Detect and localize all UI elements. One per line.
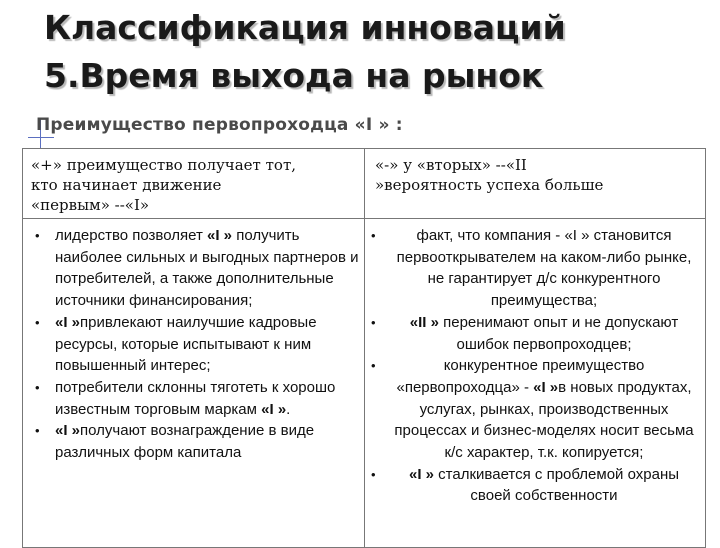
bullet-icon: • [371,228,376,243]
bullet-icon: • [371,466,376,482]
advantages-list [29,225,360,464]
list-item: • лидерство позволяет «I » получить наиболее сильных и выгодных партнеров и потребителей, а также дополнительные источники финансирования; [35,227,359,310]
list-item: • «I » сталкивается с проблемой охраны своей собственности [371,465,680,505]
decorative-horizontal-line [28,137,54,138]
table-body-right [365,219,705,547]
bullet-icon: • [35,379,40,395]
slide-subtitle: Преимущество первопроходца «I » : [36,115,403,135]
bullet-icon: • [35,228,40,243]
list-item: • «II » перенимают опыт и не допускают ошибок первопроходцев; [371,313,679,353]
title-line-2: 5.Время выхода на рынок [44,56,544,95]
list-item: • «I »получают вознаграждение в виде различных форм капитала [35,422,315,462]
slide-title [44,4,704,100]
table-body-left [23,219,365,547]
disadvantages-list [369,225,697,507]
comparison-table [22,148,706,548]
list-item: • потребители склонны тяготеть к хорошо известным торговым маркам «I ». [35,378,336,418]
bullet-icon: • [371,314,376,330]
table-header-right [365,149,705,219]
title-line-1: Классификация инноваций [44,8,566,47]
list-item: • конкурентное преимущество «первопроходца» - «I »в новых продуктах, услугах, рынках, производственных процессах и бизнес-моделях носит весьма к/с характер, т.к. копируется; [371,357,694,462]
right-header-text: «-» у «вторых» --«II »вероятность успеха больше [375,156,604,194]
list-item: • «I »привлекают наилучшие кадровые ресурсы, которые испытывают к ним повышенный интерес; [35,313,317,375]
table-header-left [23,149,365,219]
left-header-text: «+» преимущество получает тот, кто начинает движение «первым» --«I» [31,156,297,214]
bullet-icon: • [35,423,40,439]
list-item: • факт, что компания - «I » становится первооткрывателем на каком-либо рынке, не гарантирует д/с конкурентного преимущества; [371,227,692,310]
bullet-icon: • [371,358,376,374]
bullet-icon: • [35,314,40,330]
